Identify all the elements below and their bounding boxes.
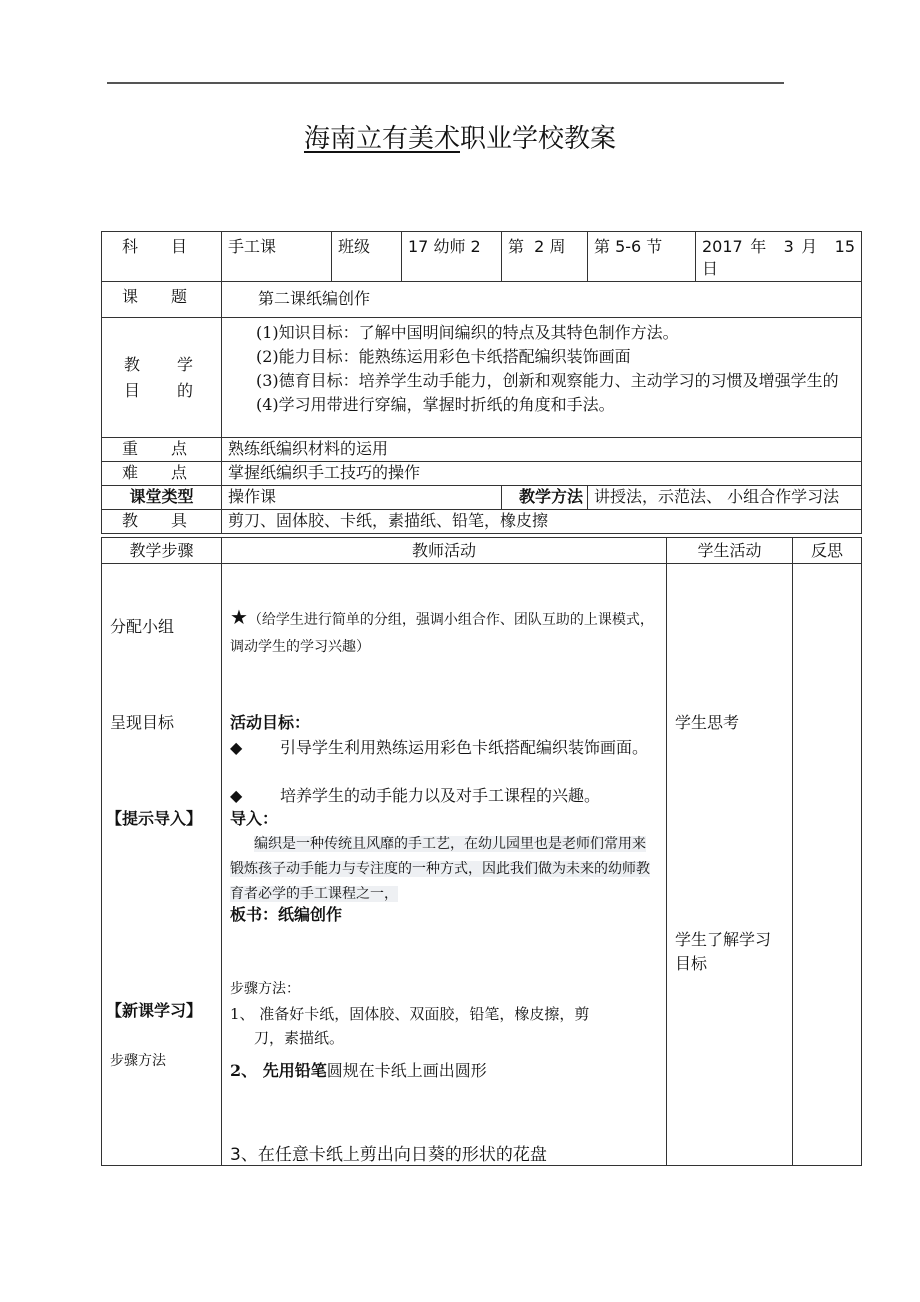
goal-item-1 <box>230 736 660 760</box>
step-intro: 【提示导入】 <box>106 809 203 828</box>
method-label: 教学方法 <box>502 486 588 510</box>
objectives-content <box>222 318 862 438</box>
step-2-rest: 圆规在卡纸上画出圆形 <box>326 1061 487 1080</box>
step-3: 3、在任意卡纸上剪出向日葵的形状的花盘 <box>230 1145 547 1165</box>
difficulty-label: 难 点 <box>102 462 222 486</box>
topic-value: 第二课纸编创作 <box>222 282 862 318</box>
header-rule <box>107 82 784 84</box>
group-description: （给学生进行简单的分组，强调小组合作、团队互助的上课模式，调动学生的学习兴趣） <box>230 612 654 655</box>
method-title: 步骤方法： <box>230 981 300 997</box>
objective-item: (2)能力目标：能熟练运用彩色卡纸搭配编织装饰画面 <box>256 347 631 366</box>
key-point-value: 熟练纸编织材料的运用 <box>222 438 862 462</box>
class-label: 班级 <box>332 232 402 282</box>
week-value: 第 2 周 <box>502 232 588 282</box>
step-group: 分配小组 <box>110 617 175 636</box>
objectives-label <box>102 318 222 438</box>
objective-item: (3)德育目标：培养学生动手能力，创新和观察能力、主动学习的习惯及增强学生的 <box>256 371 839 390</box>
step-goal: 呈现目标 <box>110 713 175 732</box>
student-activity <box>667 564 793 1166</box>
board-text: 板书：纸编创作 <box>230 905 343 924</box>
star-icon: ★ <box>230 605 248 629</box>
steps-left-column <box>102 564 222 1166</box>
step-2-prefix: 2、 先用铅笔 <box>230 1061 327 1080</box>
subject-value: 手工课 <box>222 232 332 282</box>
goal-item-1-text: 引导学生利用熟练运用彩色卡纸搭配编织装饰画面。 <box>280 738 649 757</box>
topic-label: 课 题 <box>102 282 222 318</box>
method-value: 讲授法，示范法、 小组合作学习法 <box>588 486 862 510</box>
goal-item-2 <box>230 784 660 808</box>
teacher-activity <box>222 564 667 1166</box>
step-2 <box>230 1060 487 1082</box>
class-type-value: 操作课 <box>222 486 502 510</box>
step-new: 【新课学习】 <box>106 1001 203 1020</box>
group-text <box>230 604 660 661</box>
info-table <box>101 231 862 534</box>
diamond-icon: ◆ <box>230 738 243 757</box>
objectives-label-line1: 教 学 <box>123 354 210 374</box>
subject-label: 科 目 <box>102 232 222 282</box>
class-value: 17 幼师 2 <box>402 232 502 282</box>
intro-text <box>230 832 650 907</box>
steps-header-student: 学生活动 <box>667 538 793 564</box>
intro-title: 导入： <box>230 809 279 828</box>
steps-table <box>101 537 862 1166</box>
goal-title: 活动目标： <box>230 713 311 732</box>
class-type-label: 课堂类型 <box>102 486 222 510</box>
objectives-label-line2: 目 的 <box>123 380 210 400</box>
steps-header-step: 教学步骤 <box>102 538 222 564</box>
title-underlined: 海南立有美术 <box>303 124 460 154</box>
student-learn: 学生了解学习目标 <box>675 930 772 973</box>
reflection-column <box>793 564 862 1166</box>
date-value: 2017 年 3 月 15 日 <box>696 232 862 282</box>
tools-label: 教 具 <box>102 510 222 534</box>
key-point-label: 重 点 <box>102 438 222 462</box>
difficulty-value: 掌握纸编织手工技巧的操作 <box>222 462 862 486</box>
steps-header-reflection: 反思 <box>793 538 862 564</box>
intro-text-content: 编织是一种传统且风靡的手工艺，在幼儿园里也是老师们常用来锻炼孩子动手能力与专注度的一种方式，因此我们做为未来的幼师教育者必学的手工课程之一， <box>230 836 650 902</box>
steps-header-teacher: 教师活动 <box>222 538 667 564</box>
objective-item: (4)学习用带进行穿编，掌握时折纸的角度和手法。 <box>256 395 615 414</box>
objective-item: (1)知识目标：了解中国明间编织的特点及其特色制作方法。 <box>256 323 679 342</box>
page-title <box>0 118 920 155</box>
title-rest: 职业学校教案 <box>460 124 617 154</box>
period-value: 第 5-6 节 <box>588 232 696 282</box>
student-think: 学生思考 <box>675 713 740 732</box>
step-1: 1、 准备好卡纸，固体胶、双面胶，铅笔，橡皮擦，剪刀，素描纸。 <box>230 1005 590 1047</box>
tools-value: 剪刀、固体胶、卡纸，素描纸、铅笔，橡皮擦 <box>222 510 862 534</box>
goal-item-2-text: 培养学生的动手能力以及对手工课程的兴趣。 <box>280 786 601 805</box>
diamond-icon: ◆ <box>230 786 243 805</box>
step-method: 步骤方法 <box>110 1053 166 1069</box>
